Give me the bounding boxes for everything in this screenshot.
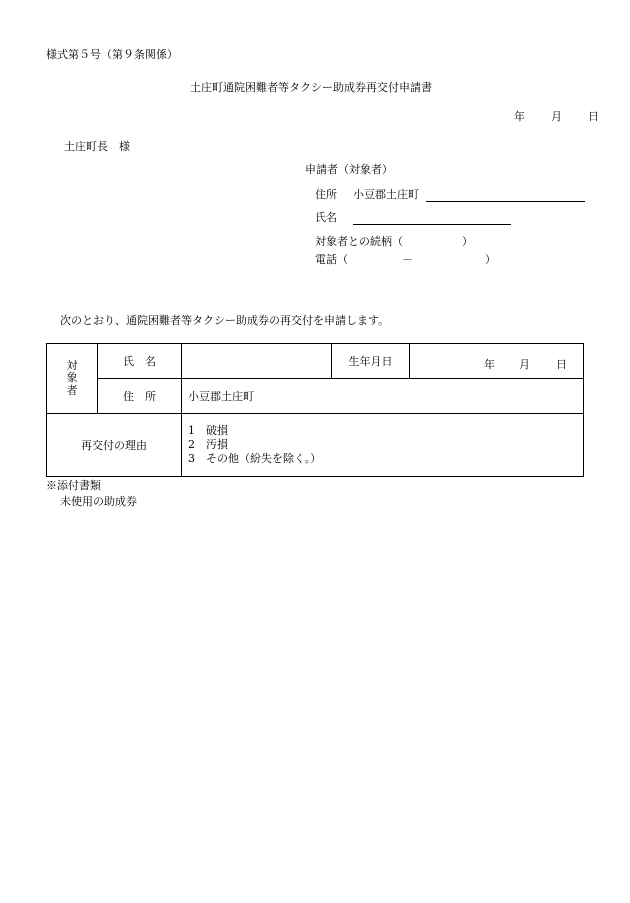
table-row-reason [47,414,584,477]
address-label-cell: 住 所 [98,379,182,414]
relation-label: 対象者との続柄（ [315,235,403,248]
address-underline [426,201,585,202]
reason-item: 1 破損 [188,424,228,437]
attachments-heading: ※添付書類 [46,479,101,492]
subject-cell [47,344,98,414]
applicant-heading: 申請者（対象者） [305,163,393,176]
document-title: 土庄町通院困難者等タクシー助成券再交付申請書 [190,81,432,94]
birth-label-cell: 生年月日 [332,344,410,379]
reason-label-cell: 再交付の理由 [47,414,182,477]
applicant-address-value: 小豆郡土庄町 [353,188,419,201]
relation-close: ） [462,235,473,248]
birth-day: 日 [556,358,567,371]
address-value-cell: 小豆郡土庄町 [182,379,584,414]
name-value-cell [182,344,332,379]
applicant-name-label: 氏名 [315,211,337,224]
subject-char: 者 [66,383,78,397]
applicant-address-label: 住所 [315,188,337,201]
subject-char: 対 [66,358,78,372]
birth-value-cell [410,344,584,379]
reason-item: 2 汚損 [188,438,228,451]
phone-close: ） [485,253,496,266]
table-row-address [47,379,584,414]
form-number: 様式第５号（第９条関係） [46,48,178,61]
table-row-name [47,344,584,379]
date-month: 月 [551,110,562,123]
date-year: 年 [514,110,525,123]
name-label-cell: 氏 名 [98,344,182,379]
reason-list [182,414,584,477]
intro-text: 次のとおり、通院困難者等タクシー助成券の再交付を申請します。 [60,314,390,327]
subject-char: 象 [66,371,78,385]
addressee: 土庄町長 様 [64,140,130,153]
name-underline [353,224,511,225]
phone-dash: － [402,253,413,266]
birth-month: 月 [519,358,530,371]
attachments-item: 未使用の助成券 [60,495,137,508]
application-table [46,343,584,477]
reason-item: 3 その他（紛失を除く。） [188,452,322,465]
phone-label: 電話（ [315,253,348,266]
birth-year: 年 [484,358,495,371]
date-day: 日 [588,110,599,123]
